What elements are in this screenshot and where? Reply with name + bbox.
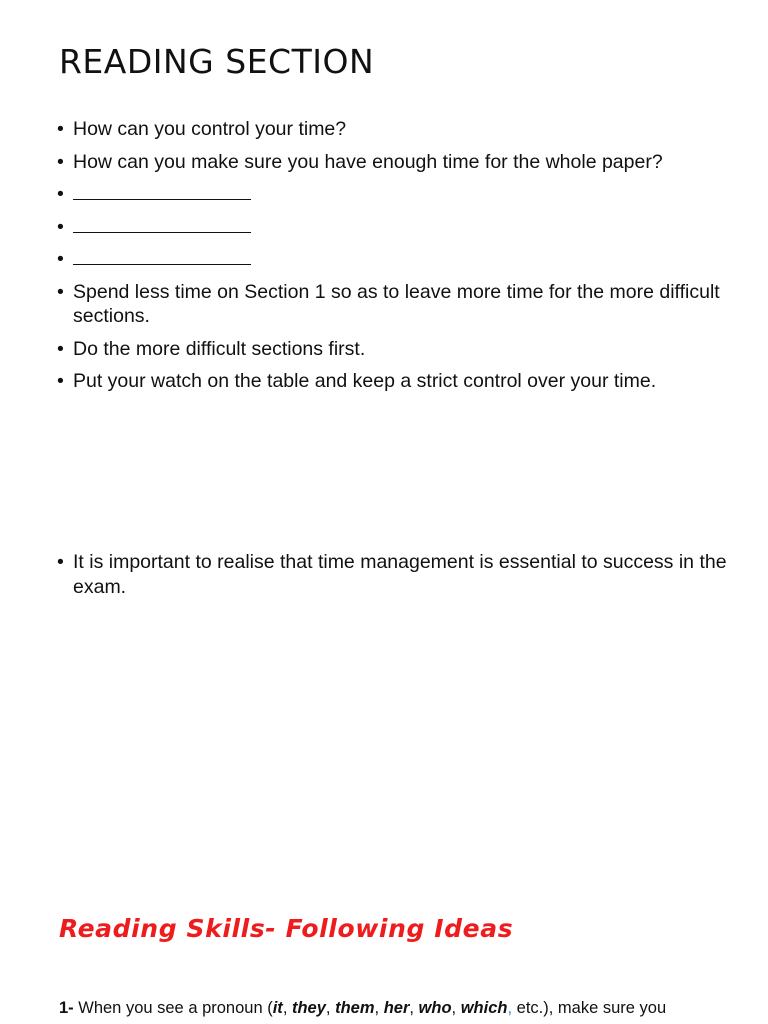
bullet-icon: • xyxy=(57,370,64,392)
section-heading: Reading Skills- Following Ideas xyxy=(59,914,514,943)
instruction-paragraph: 1- When you see a pronoun (it, they, them, her, who, which, etc.), make sure you xyxy=(59,999,667,1017)
blank-line xyxy=(73,247,251,265)
pronoun: they xyxy=(291,999,326,1017)
bullet-list-bottom xyxy=(57,550,727,599)
comma-mark: , xyxy=(507,999,513,1017)
pronoun: who xyxy=(418,999,452,1017)
bullet-icon: • xyxy=(57,215,64,238)
blank-line xyxy=(73,182,251,200)
list-item: • How can you make sure you have enough time for the whole paper? xyxy=(57,150,663,173)
pronoun: them xyxy=(335,999,375,1017)
bullet-list xyxy=(57,117,727,402)
bullet-icon: • xyxy=(57,337,64,360)
list-item: • Spend less time on Section 1 so as to leave more time for the more difficult sections. xyxy=(57,280,720,327)
list-item-blank xyxy=(57,182,727,207)
bullet-icon: • xyxy=(57,551,64,573)
bullet-icon: • xyxy=(57,248,64,270)
pronoun: it xyxy=(272,999,283,1017)
bullet-icon: • xyxy=(57,280,64,303)
bullet-icon: • xyxy=(57,183,64,205)
page-title: READING SECTION xyxy=(59,42,375,81)
blank-line xyxy=(73,215,251,233)
list-item: • How can you control your time? xyxy=(57,118,347,140)
bullet-icon: • xyxy=(57,118,64,140)
list-item: • Do the more difficult sections first. xyxy=(57,337,366,360)
bullet-icon: • xyxy=(57,150,64,173)
list-item-blank xyxy=(57,247,727,272)
item-number: 1- xyxy=(59,999,74,1017)
list-item-blank xyxy=(57,215,727,240)
pronoun: her xyxy=(383,999,410,1017)
list-item: • Put your watch on the table and keep a strict control over your time. xyxy=(57,370,657,392)
list-item: • It is important to realise that time management is essential to success in the exam. xyxy=(57,551,727,598)
pronoun: which xyxy=(460,999,508,1017)
